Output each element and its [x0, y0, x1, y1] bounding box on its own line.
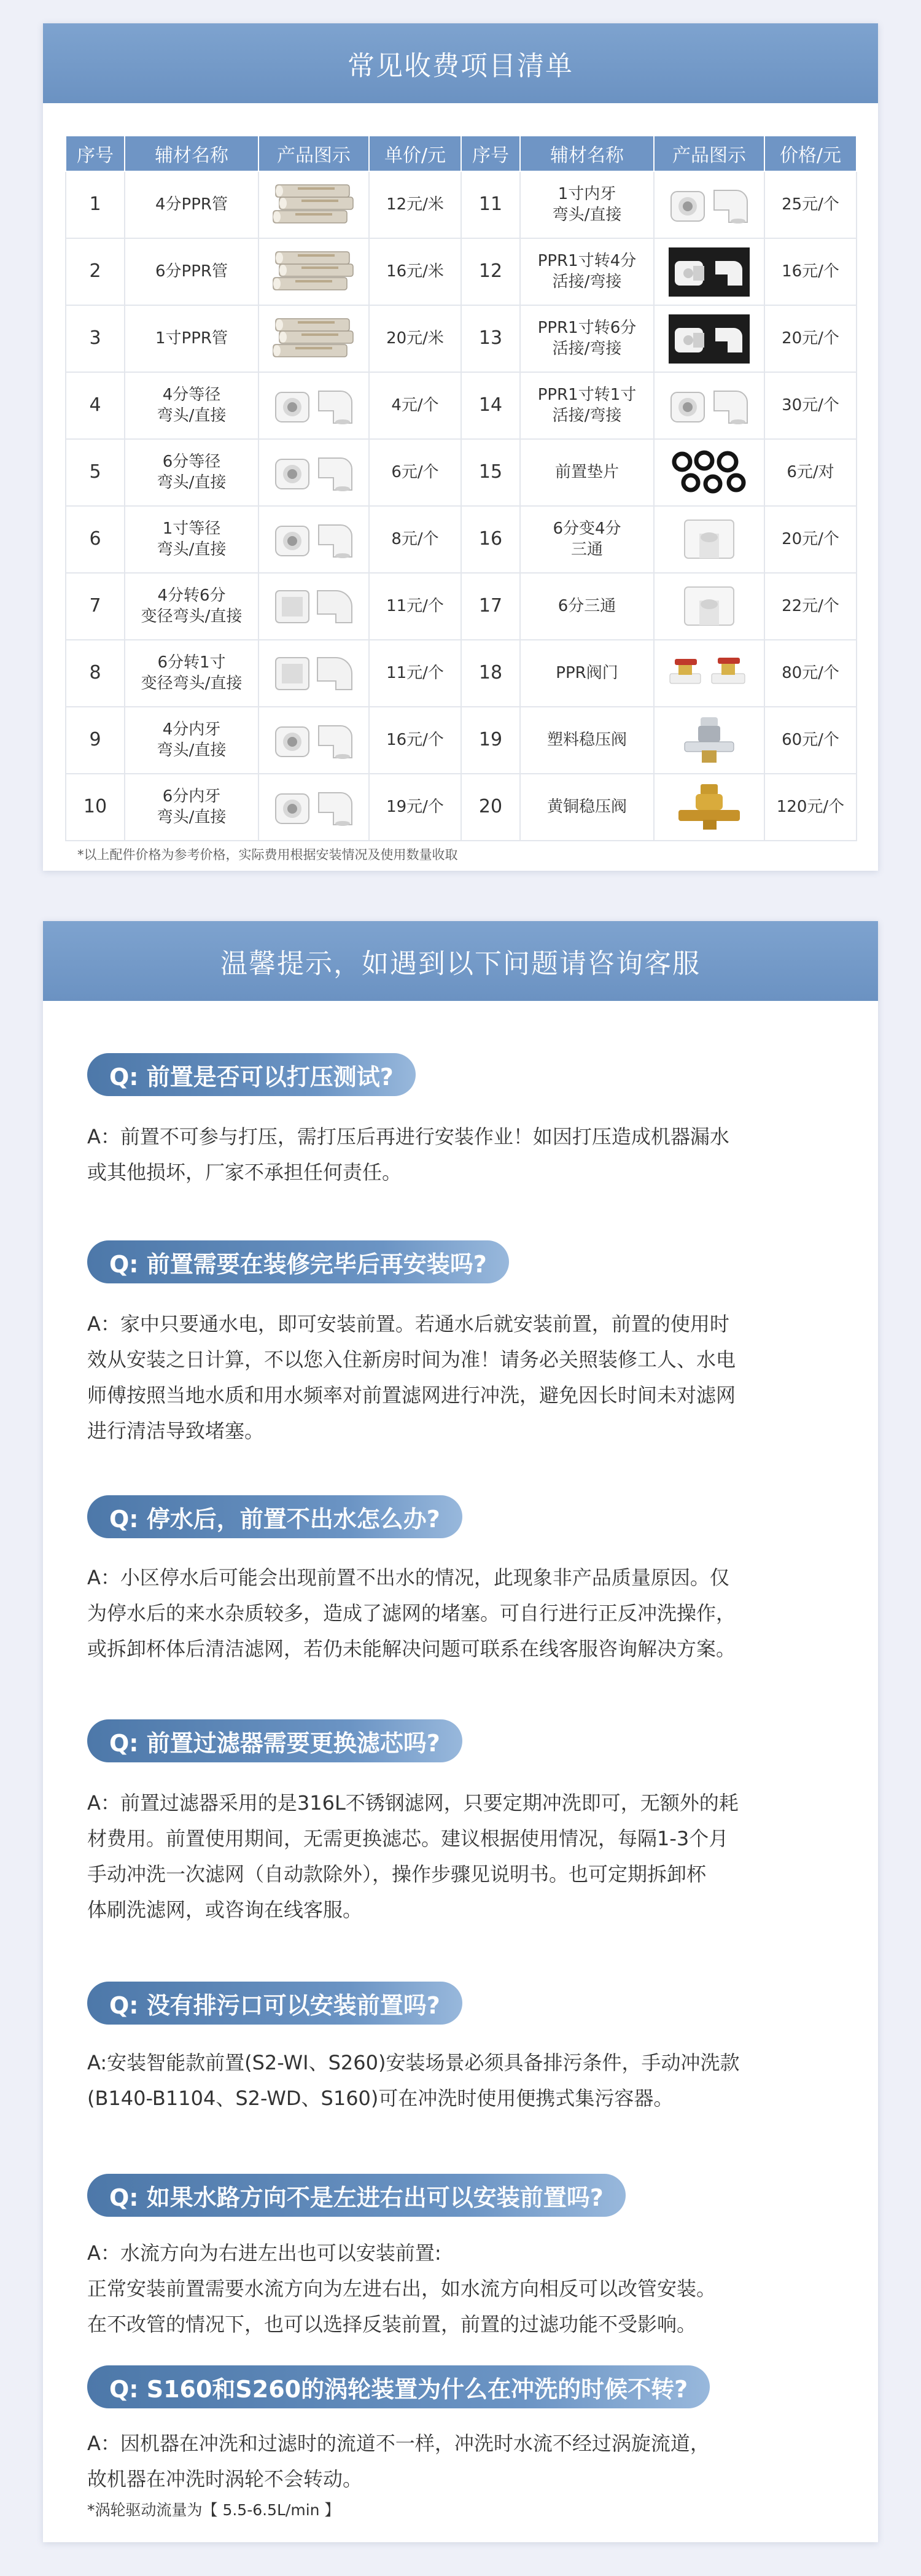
header-image-2: 产品图示 [654, 136, 764, 171]
header-name: 辅材名称 [125, 136, 258, 171]
item-price: 60元/个 [764, 707, 857, 774]
header-no-2: 序号 [461, 136, 520, 171]
faq-answer-1: A：前置不可参与打压，需打压后再进行安装作业！如因打压造成机器漏水 或其他损坏，厂家不承担任何责任。 [87, 1125, 729, 1184]
item-name: 6分PPR管 [125, 238, 258, 305]
item-number: 10 [66, 774, 125, 841]
faq-note: *涡轮驱动流量为【 5.5-6.5L/min 】 [87, 2501, 340, 2519]
item-name: 前置垫片 [520, 439, 654, 506]
item-name: PPR1寸转1寸 活接/弯接 [520, 372, 654, 439]
item-price: 22元/个 [764, 573, 857, 640]
item-number: 16 [461, 506, 520, 573]
item-number: 13 [461, 305, 520, 372]
pipe-icon [258, 305, 369, 372]
table-row [66, 774, 857, 841]
header-price: 单价/元 [369, 136, 461, 171]
item-price: 80元/个 [764, 640, 857, 707]
item-name: 1寸PPR管 [125, 305, 258, 372]
item-name: 4分转6分 变径弯头/直接 [125, 573, 258, 640]
item-name: 4分内牙 弯头/直接 [125, 707, 258, 774]
item-number: 6 [66, 506, 125, 573]
fitting-icon [258, 439, 369, 506]
table-row [66, 707, 857, 774]
fitting-icon [654, 372, 764, 439]
fitting-icon [258, 372, 369, 439]
item-number: 3 [66, 305, 125, 372]
item-name: PPR1寸转6分 活接/弯接 [520, 305, 654, 372]
pressure-valve-icon [654, 707, 764, 774]
table-row [66, 372, 857, 439]
faq-answer-7: A：因机器在冲洗和过滤时的流道不一样，冲洗时水流不经过涡旋流道， 故机器在冲洗时涡轮不会转动。 [87, 2432, 710, 2491]
faq-card [43, 921, 878, 2542]
item-number: 12 [461, 238, 520, 305]
item-name: PPR1寸转4分 活接/弯接 [520, 238, 654, 305]
item-price: 20元/个 [764, 506, 857, 573]
table-row [66, 305, 857, 372]
price-table [65, 135, 857, 841]
item-number: 4 [66, 372, 125, 439]
table-header-row [66, 136, 857, 171]
item-number: 14 [461, 372, 520, 439]
faq-question-2: Q: 前置需要在装修完毕后再安装吗? [87, 1240, 509, 1283]
faq-answer-4: A：前置过滤器采用的是316L不锈钢滤网，只要定期冲洗即可，无额外的耗 材费用。前置使用期间，无需更换滤芯。建议根据使用情况，每隔1-3个月 手动冲洗一次滤网（自动款除外），操作步骤见说明书。也可定期拆卸杯 体刷洗滤网，或咨询在线客服。 [87, 1791, 739, 1921]
item-price: 20元/个 [764, 305, 857, 372]
item-number: 19 [461, 707, 520, 774]
faq-question-1: Q: 前置是否可以打压测试? [87, 1053, 416, 1096]
table-row [66, 573, 857, 640]
item-price: 20元/米 [369, 305, 461, 372]
brass-valve-icon [654, 774, 764, 841]
union-icon [654, 238, 764, 305]
fitting-icon [258, 707, 369, 774]
reducer-icon [258, 640, 369, 707]
valve-icon [654, 640, 764, 707]
item-price: 16元/米 [369, 238, 461, 305]
faq-question-4: Q: 前置过滤器需要更换滤芯吗? [87, 1719, 462, 1762]
item-number: 8 [66, 640, 125, 707]
faq-answer-6: A：水流方向为右进左出也可以安装前置: 正常安装前置需要水流方向为左进右出，如水流方向相反可以改管安装。 在不改管的情况下，也可以选择反装前置，前置的过滤功能不受影响。 [87, 2241, 717, 2336]
table-row [66, 506, 857, 573]
table-row [66, 640, 857, 707]
item-name: 1寸等径 弯头/直接 [125, 506, 258, 573]
item-name: 1寸内牙 弯头/直接 [520, 171, 654, 238]
table-row [66, 238, 857, 305]
item-number: 9 [66, 707, 125, 774]
item-number: 1 [66, 171, 125, 238]
item-price: 16元/个 [764, 238, 857, 305]
faq-question-5: Q: 没有排污口可以安装前置吗? [87, 1982, 462, 2025]
item-price: 8元/个 [369, 506, 461, 573]
item-price: 6元/对 [764, 439, 857, 506]
item-name: 6分三通 [520, 573, 654, 640]
item-price: 120元/个 [764, 774, 857, 841]
header-name-2: 辅材名称 [520, 136, 654, 171]
item-number: 15 [461, 439, 520, 506]
header-price-2: 价格/元 [764, 136, 857, 171]
item-price: 12元/米 [369, 171, 461, 238]
tee-icon [654, 573, 764, 640]
item-number: 18 [461, 640, 520, 707]
fitting-icon [258, 506, 369, 573]
item-price: 6元/个 [369, 439, 461, 506]
item-number: 2 [66, 238, 125, 305]
header-no: 序号 [66, 136, 125, 171]
item-name: 6分变4分 三通 [520, 506, 654, 573]
faq-question-7: Q: S160和S260的涡轮装置为什么在冲洗的时候不转? [87, 2365, 710, 2408]
price-list-card [43, 23, 878, 871]
price-footnote: *以上配件价格为参考价格，实际费用根据安装情况及使用数量收取 [77, 847, 458, 862]
faq-answer-2: A：家中只要通水电，即可安装前置。若通水后就安装前置，前置的使用时 效从安装之日计算，不以您入住新房时间为准！请务必关照装修工人、水电 师傅按照当地水质和用水频率对前置滤网进行冲洗，避免因长时间未对滤网 进行清洁导致堵塞。 [87, 1312, 736, 1442]
item-name: 黄铜稳压阀 [520, 774, 654, 841]
pipe-icon [258, 238, 369, 305]
item-number: 20 [461, 774, 520, 841]
faq-question-6: Q: 如果水路方向不是左进右出可以安装前置吗? [87, 2174, 626, 2217]
item-price: 16元/个 [369, 707, 461, 774]
faq-title: 温馨提示，如遇到以下问题请咨询客服 [43, 921, 878, 1001]
item-name: PPR阀门 [520, 640, 654, 707]
item-number: 7 [66, 573, 125, 640]
table-row [66, 439, 857, 506]
faq-question-3: Q: 停水后，前置不出水怎么办? [87, 1495, 462, 1538]
fitting-icon [654, 171, 764, 238]
item-price: 11元/个 [369, 640, 461, 707]
item-price: 19元/个 [369, 774, 461, 841]
item-price: 30元/个 [764, 372, 857, 439]
reducer-icon [258, 573, 369, 640]
price-table-body [66, 171, 857, 841]
item-number: 17 [461, 573, 520, 640]
price-list-title: 常见收费项目清单 [43, 23, 878, 103]
faq-answer-3: A：小区停水后可能会出现前置不出水的情况，此现象非产品质量原因。仅 为停水后的来水杂质较多，造成了滤网的堵塞。可自行进行正反冲洗操作， 或拆卸杯体后清洁滤网，若仍未能解决问题可联系在线客服咨询解决方案。 [87, 1566, 736, 1660]
item-number: 5 [66, 439, 125, 506]
item-name: 6分转1寸 变径弯头/直接 [125, 640, 258, 707]
item-number: 11 [461, 171, 520, 238]
faq-answer-5: A:安装智能款前置(S2-WI、S260)安装场景必须具备排污条件，手动冲洗款 (B140-B1104、S2-WD、S160)可在冲洗时使用便携式集污容器。 [87, 2051, 740, 2110]
header-image: 产品图示 [258, 136, 369, 171]
item-name: 4分PPR管 [125, 171, 258, 238]
item-price: 25元/个 [764, 171, 857, 238]
item-name: 6分内牙 弯头/直接 [125, 774, 258, 841]
gasket-icon [654, 439, 764, 506]
table-row [66, 171, 857, 238]
tee-icon [654, 506, 764, 573]
item-name: 塑料稳压阀 [520, 707, 654, 774]
pipe-icon [258, 171, 369, 238]
union-icon [654, 305, 764, 372]
item-name: 6分等径 弯头/直接 [125, 439, 258, 506]
item-price: 11元/个 [369, 573, 461, 640]
fitting-icon [258, 774, 369, 841]
item-price: 4元/个 [369, 372, 461, 439]
item-name: 4分等径 弯头/直接 [125, 372, 258, 439]
